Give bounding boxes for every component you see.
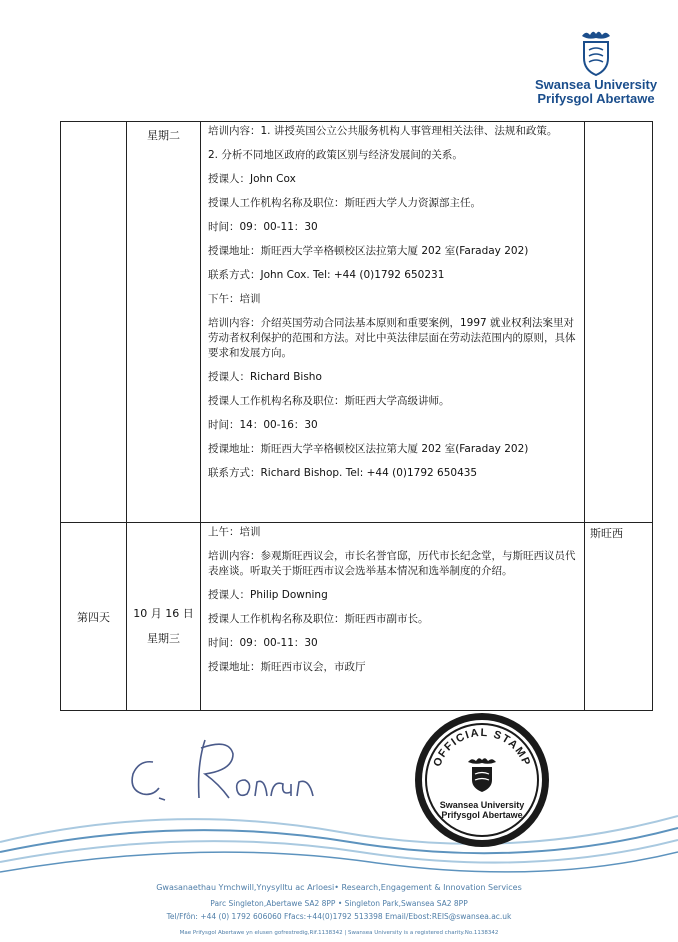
content-line: 时间：09：00-11：30 — [208, 637, 318, 649]
logo-university-en: Swansea University — [534, 77, 658, 92]
location-cell — [585, 122, 653, 523]
date-cell — [127, 122, 201, 523]
footer-charity: Mae Prifysgol Abertawe yn elusen gofrestredig,Rif.1138342 | Swansea University is a registered charity.No.1138342 — [179, 930, 499, 936]
weekday-label: 星期二 — [147, 129, 180, 142]
content-line: 时间：14：00-16：30 — [208, 419, 318, 431]
day-cell — [61, 523, 127, 711]
decorative-waves — [0, 780, 678, 880]
content-line: 下午：培训 — [208, 293, 261, 305]
content-line: 授课人：Richard Bisho — [208, 371, 322, 383]
date-label: 10 月 16 日 — [133, 607, 194, 620]
content-line: 2. 分析不同地区政府的政策区别与经济发展间的关系。 — [208, 149, 463, 161]
university-logo — [530, 26, 662, 106]
content-line: 授课人工作机构名称及职位：斯旺西大学高级讲师。 — [208, 395, 450, 407]
footer-contact: Tel/Ffôn: +44 (0) 1792 606060 Ffacs:+44(0)1792 513398 Email/Ebost:REIS@swansea.ac.uk — [166, 912, 512, 921]
content-line: 授课地址：斯旺西大学辛格顿校区法拉第大厦 202 室(Faraday 202) — [208, 443, 529, 455]
location-cell — [585, 523, 653, 711]
content-line: 授课地址：斯旺西市议会，市政厅 — [208, 661, 366, 673]
logo-university-cy: Prifysgol Abertawe — [537, 91, 655, 106]
schedule-table — [60, 121, 653, 711]
stamp-line1: Swansea University — [439, 800, 525, 810]
content-line: 授课人：John Cox — [208, 173, 296, 185]
schedule-row — [61, 122, 653, 523]
content-line: 时间：09：00-11：30 — [208, 221, 318, 233]
location-label: 斯旺西 — [590, 527, 623, 540]
content-line: 授课地址：斯旺西大学辛格顿校区法拉第大厦 202 室(Faraday 202) — [208, 245, 529, 257]
footer-services: Gwasanaethau Ymchwill,Ynysylltu ac Arloesi• Research,Engagement & Innovation Services — [156, 883, 522, 892]
day-cell — [61, 122, 127, 523]
content-line: 联系方式：John Cox. Tel: +44 (0)1792 650231 — [208, 269, 445, 281]
stamp-line2: Prifysgol Abertawe — [441, 810, 523, 820]
content-line: 培训内容：1. 讲授英国公立公共服务机构人事管理相关法律、法规和政策。 — [208, 125, 558, 137]
official-stamp — [412, 710, 552, 850]
weekday-label: 星期三 — [147, 632, 180, 645]
content-cell — [201, 122, 585, 523]
date-cell — [127, 523, 201, 711]
content-cell — [201, 523, 585, 711]
crest-icon — [574, 26, 618, 78]
schedule-row — [61, 523, 653, 711]
stamp-top-text: OFFICIAL STAMP — [431, 726, 533, 769]
page-footer — [0, 882, 678, 937]
content-line: 培训内容：参观斯旺西议会，市长名誉官邸，历代市长纪念堂，与斯旺西议员代表座谈。听取关于斯旺西市议会选举基本情况和选举制度的介绍。 — [208, 550, 576, 577]
content-line: 授课人：Philip Downing — [208, 589, 328, 601]
day-label: 第四天 — [77, 610, 110, 624]
content-line: 授课人工作机构名称及职位：斯旺西市副市长。 — [208, 613, 429, 625]
content-line: 培训内容：介绍英国劳动合同法基本原则和重要案例，1997 就业权利法案里对劳动者权利保护的范围和方法。对比中英法律层面在劳动法范围内的原则，具体要求和发展方向。 — [208, 317, 576, 359]
content-line: 联系方式：Richard Bishop. Tel: +44 (0)1792 650435 — [208, 467, 478, 479]
content-line: 上午：培训 — [208, 526, 261, 538]
footer-address: Parc Singleton,Abertawe SA2 8PP • Singleton Park,Swansea SA2 8PP — [210, 899, 468, 908]
content-line: 授课人工作机构名称及职位：斯旺西大学人力资源部主任。 — [208, 197, 481, 209]
